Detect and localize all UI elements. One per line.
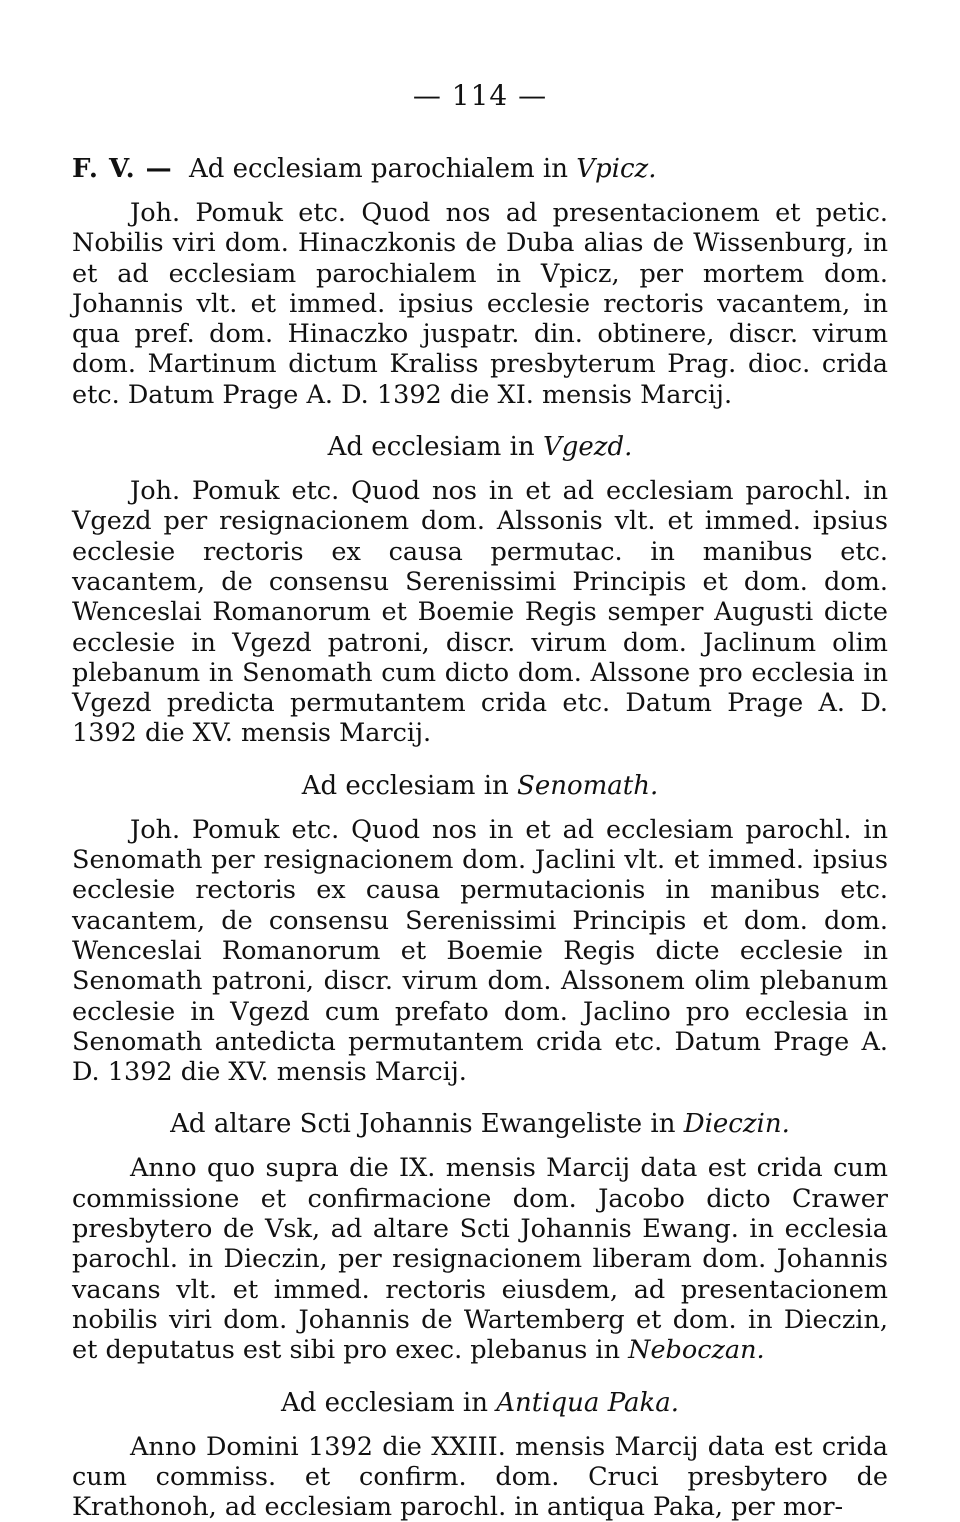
entry-date-prefix: F. V. — [72,154,173,184]
entry-antiqua-paka [72,1386,888,1522]
entry-vpicz [72,152,888,410]
heading-place: Vpicz. [576,154,656,184]
heading-text: Ad ecclesiam parochialem in [189,154,568,184]
heading-place: Antiqua Paka. [496,1388,679,1418]
heading-text: Ad ecclesiam in [281,1388,488,1418]
entry-heading [72,1386,888,1420]
heading-text: Ad altare Scti Johannis Ewangeliste in [170,1109,675,1139]
entry-text: Joh. Pomuk etc. Quod nos ad presentacionem et petic. Nobilis viri dom. Hinaczkonis de Duba alias de Wissenburg, in et ad ecclesiam parochialem in Vpicz, per mortem dom. Johannis vlt. et immed. ipsius ecclesie rectoris vacantem, in qua pref. dom. Hinaczko juspatr. din. obtinere, discr. virum dom. Martinum dictum Kraliss presbyterum Prag. dioc. crida etc. Datum Prage A. D. 1392 die XI. mensis Marcij. [72,198,888,410]
entry-text: Joh. Pomuk etc. Quod nos in et ad ecclesiam parochl. in Vgezd per resignacionem dom. Alssonis vlt. et immed. ipsius ecclesie rectoris ex causa permutac. in manibus etc. vacantem, de consensu Serenissimi Principis et dom. dom. Wenceslai Romanorum et Boemie Regis semper Augusti dicte ecclesie in Vgezd patroni, discr. virum dom. Jaclinum olim plebanum in Senomath cum dicto dom. Alssone pro ecclesia in Vgezd predicta permutantem crida etc. Datum Prage A. D. 1392 die XV. mensis Marcij. [72,476,888,749]
document-page [72,78,888,1522]
heading-text: Ad ecclesiam in [328,432,535,462]
heading-place: Dieczin. [684,1109,790,1139]
entry-heading [72,430,888,464]
entry-dieczin [72,1107,888,1365]
page-number: — 114 — [72,78,888,114]
entry-vgezd [72,430,888,749]
entry-text: Joh. Pomuk etc. Quod nos in et ad ecclesiam parochl. in Senomath per resignacionem dom. Jaclini vlt. et immed. ipsius ecclesie rectoris ex causa permutacionis in manibus etc. vacantem, de consensu Serenissimi Principis et dom. dom. Wenceslai Romanorum et Boemie Regis dicte ecclesie in Senomath patroni, discr. virum dom. Alssonem olim plebanum ecclesie in Vgezd cum prefato dom. Jaclino pro ecclesia in Senomath antedicta permutantem crida etc. Datum Prage A. D. 1392 die XV. mensis Marcij. [72,815,888,1088]
heading-place: Senomath. [517,771,658,801]
entry-text-main: Anno quo supra die IX. mensis Marcij data est crida cum commissione et confirmacione dom. Jacobo dicto Crawer presbytero de Vsk, ad altare Scti Johannis Ewang. in ecclesia parochl. in Dieczin, per resignacionem liberam dom. Johannis vacans vlt. et immed. rectoris eiusdem, ad presentacionem nobilis viri dom. Johannis de Wartemberg et dom. in Dieczin, et deputatus est sibi pro exec. plebanus in [72,1153,888,1365]
heading-place: Vgezd. [543,432,632,462]
entry-heading [72,769,888,803]
entry-heading [72,1107,888,1141]
entry-heading [72,152,888,186]
entry-text-place: Neboczan. [628,1335,765,1365]
entry-text: Anno Domini 1392 die XXIII. mensis Marcij data est crida cum commiss. et confirm. dom. Cruci presbytero de Krathonoh, ad ecclesiam parochl. in antiqua Paka, per mor- [72,1432,888,1522]
entry-text [72,1153,888,1365]
heading-text: Ad ecclesiam in [302,771,509,801]
entry-senomath [72,769,888,1088]
